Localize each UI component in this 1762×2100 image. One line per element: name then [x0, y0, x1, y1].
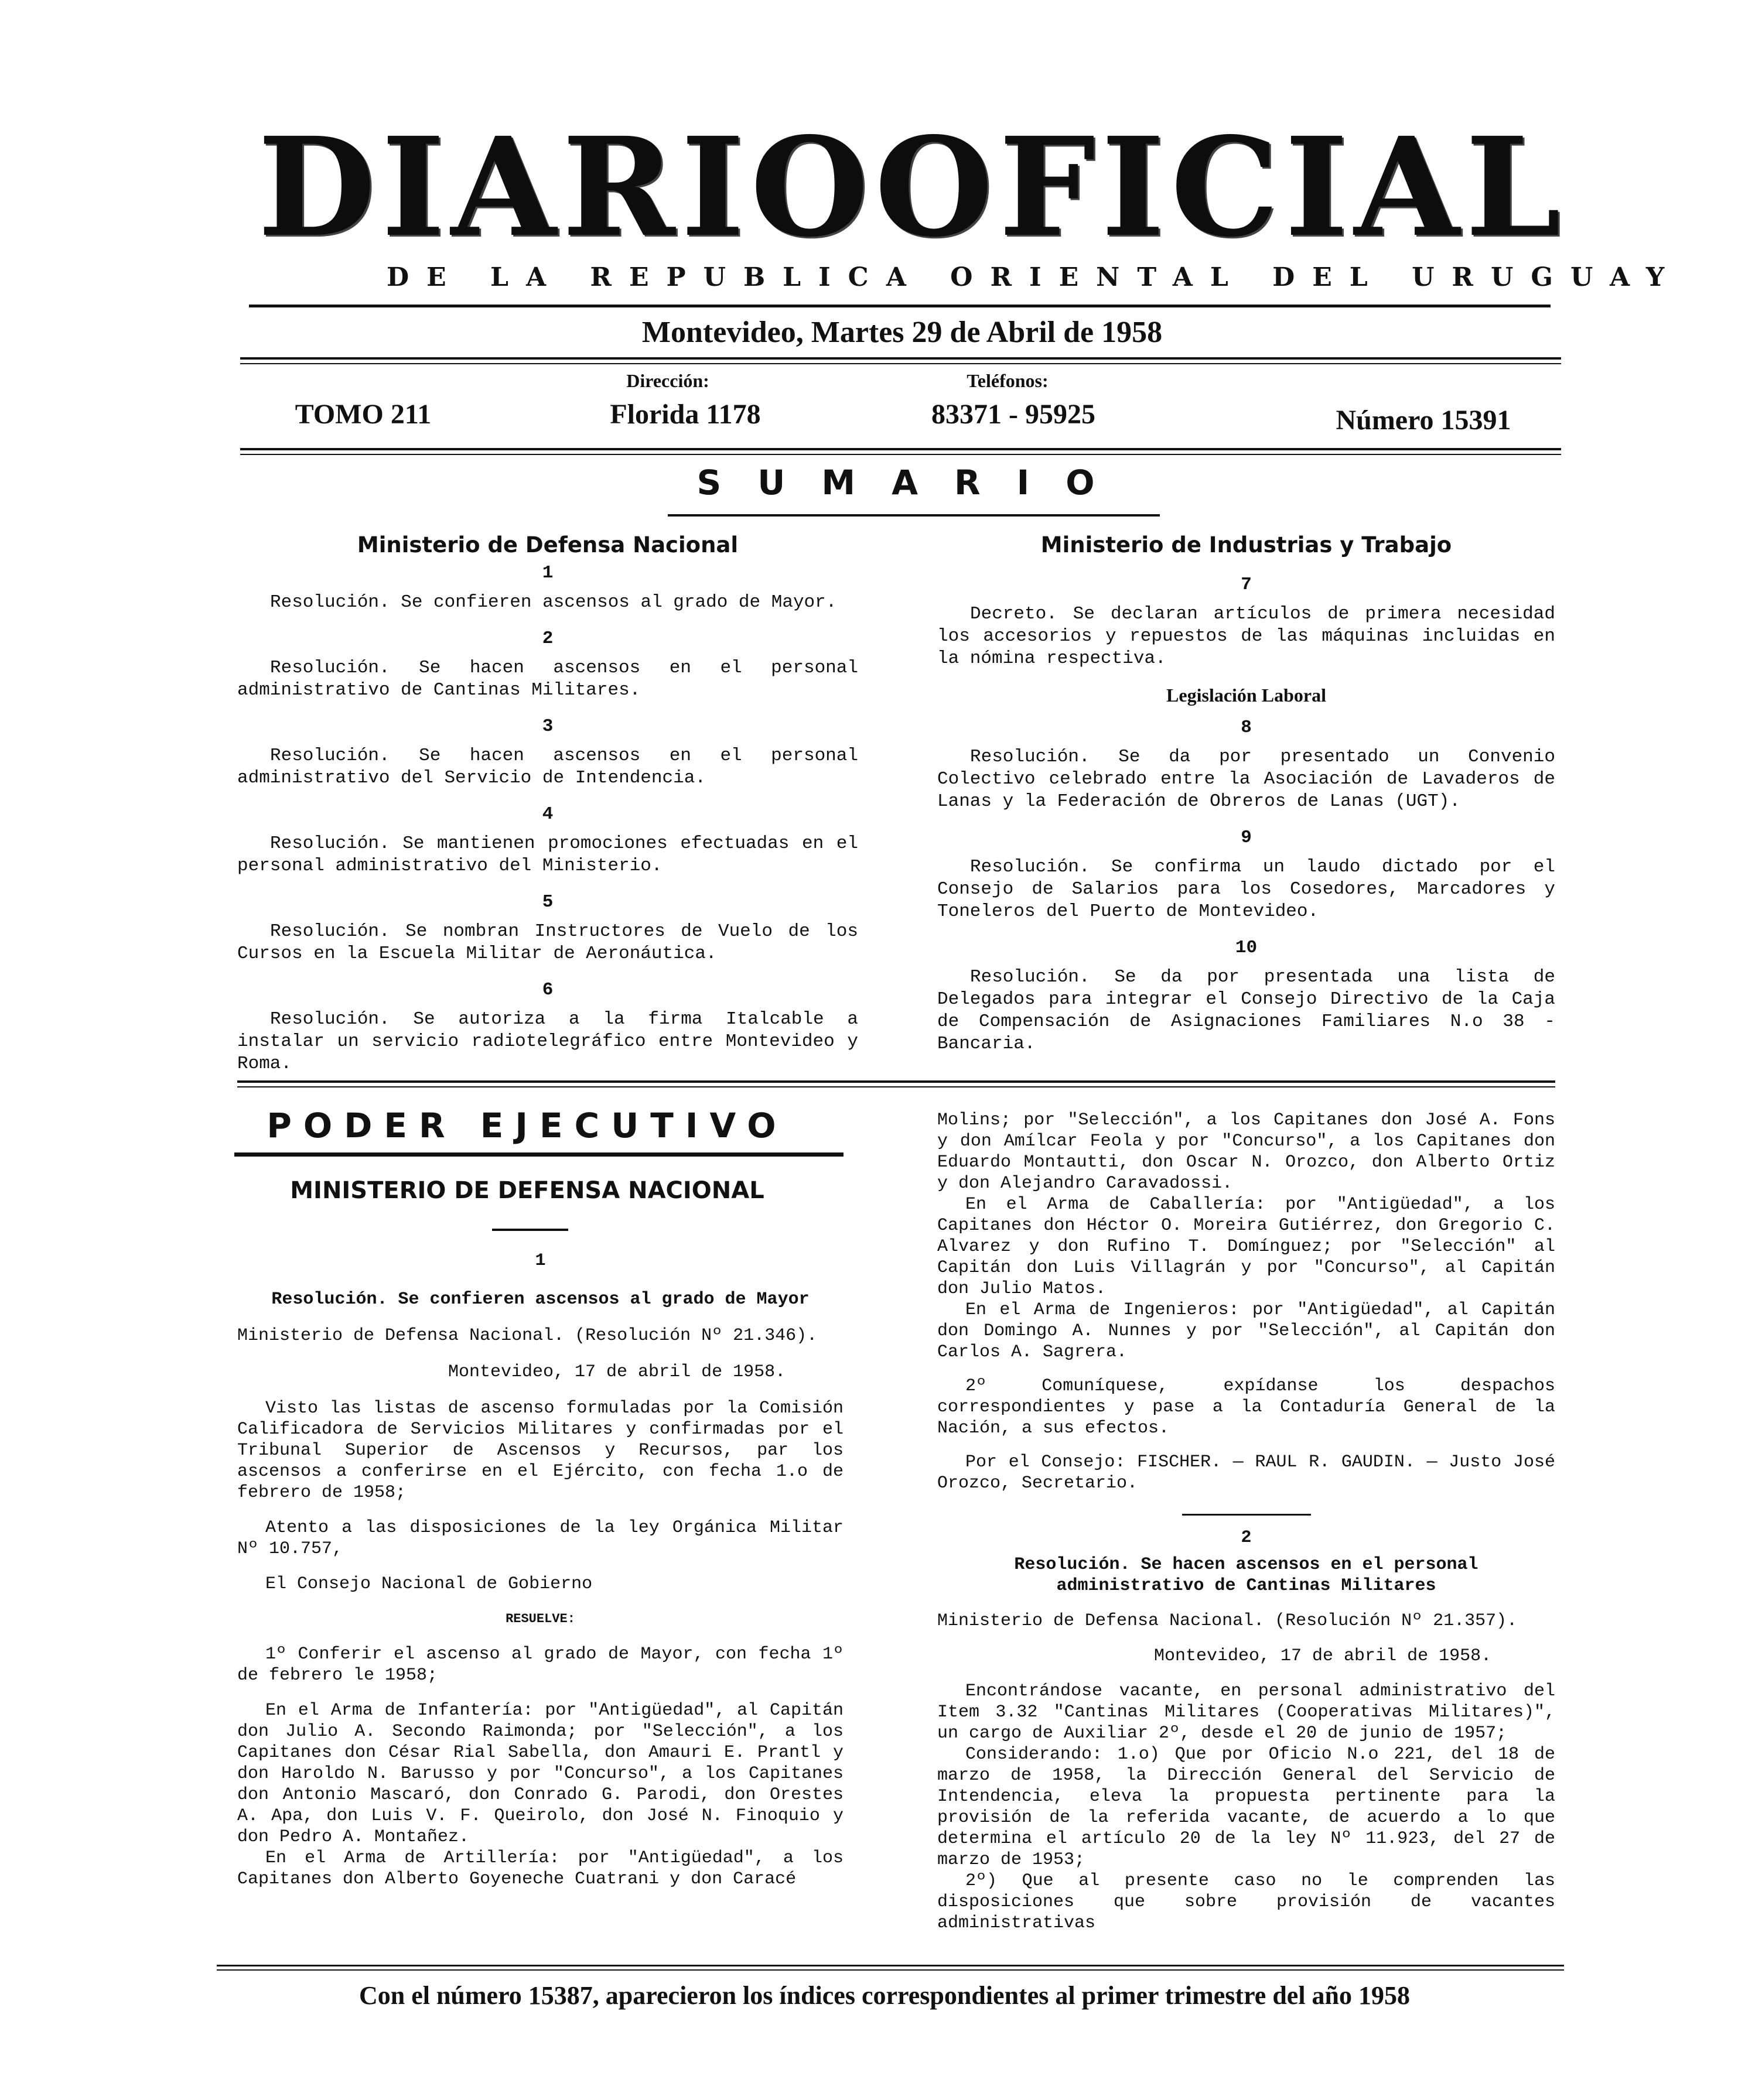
sumario-item [237, 979, 858, 1075]
article-number: 1 [535, 1251, 546, 1271]
sumario-underline [668, 514, 1160, 517]
ministry-title: MINISTERIO DE DEFENSA NACIONAL [290, 1177, 764, 1204]
sumario-item-text: Resolución. Se confirma un laudo dictado por el Consejo de Salarios para los Cosedores, Marcadores y Toneleros del Puerto de Montevideo. [937, 857, 1555, 922]
poder-ejecutivo-underline [234, 1152, 844, 1157]
article-column-right [937, 1110, 1555, 1934]
article-paragraph: En el Arma de Artillería: por "Antigüedad", a los Capitanes don Alberto Goyeneche Cuatrani y don Caracé [237, 1848, 844, 1889]
telefonos-value: 83371 - 95925 [931, 399, 1095, 430]
article-paragraph: En el Arma de Ingenieros: por "Antigüedad", al Capitán don Domingo A. Nunnes y por "Selección", al Capitán don Carlos A. Sagrera. [937, 1300, 1555, 1362]
article-reference: Ministerio de Defensa Nacional. (Resolución Nº 21.357). [937, 1611, 1518, 1631]
title-left: DIARIO [258, 107, 875, 267]
sumario-item-text: Resolución. Se nombran Instructores de Vuelo de los Cursos en la Escuela Militar de Aeronáutica. [237, 921, 858, 964]
article-reference: Ministerio de Defensa Nacional. (Resolución Nº 21.346). [237, 1326, 818, 1346]
sumario-item-text: Resolución. Se da por presentado un Convenio Colectivo celebrado entre la Asociación de Lavaderos de Lanas y la Federación de Obreros de Lanas (UGT). [937, 747, 1555, 812]
article-paragraph: Encontrándose vacante, en personal administrativo del Item 3.32 "Cantinas Militares (Cooperativas Militares)", un cargo de Auxiliar 2º, desde el 20 de junio de 1957; [937, 1681, 1555, 1743]
sumario-item-number: 6 [542, 980, 554, 1000]
article-paragraph: Atento a las disposiciones de la ley Orgánica Militar Nº 10.757, [237, 1518, 844, 1559]
sumario-item [237, 803, 858, 877]
sumario-item-text: Resolución. Se autoriza a la firma Italcable a instalar un servicio radiotelegráfico entre Montevideo y Roma. [237, 1009, 858, 1074]
resuelve-label: RESUELVE: [506, 1612, 575, 1626]
article-paragraph: 2º Comuníquese, expídanse los despachos correspondientes y pase a la Contaduría General de la Nación, a sus efectos. [937, 1376, 1555, 1438]
article-title: Resolución. Se confieren ascensos al grado de Mayor [271, 1290, 810, 1309]
footer-note: Con el número 15387, aparecieron los índices correspondientes al primer trimestre del año 1958 [358, 1981, 1411, 2010]
masthead-subtitle: DE LA REPUBLICA ORIENTAL DEL URUGUAY [387, 262, 1682, 292]
sumario-item [237, 716, 858, 789]
sumario-item-text: Resolución. Se hacen ascensos en el personal administrativo de Cantinas Militares. [237, 658, 858, 700]
article-title: Resolución. Se hacen ascensos en el personal administrativo de Cantinas Militares [1014, 1555, 1478, 1596]
date-rule-thin [240, 363, 1561, 364]
sumario-item-text: Resolución. Se da por presentada una lista de Delegados para integrar el Consejo Directivo de la Caja de Compensación de Asignaciones Familiares N.o 38 - Bancaria. [937, 967, 1555, 1054]
article-date: Montevideo, 17 de abril de 1958. [1154, 1646, 1492, 1666]
article-paragraph: 1º Conferir el ascenso al grado de Mayor, con fecha 1º de febrero le 1958; [237, 1644, 844, 1685]
telefonos-label: Teléfonos: [967, 370, 1049, 391]
sumario-ministry-industrias: Ministerio de Industrias y Trabajo [1040, 532, 1452, 558]
sumario-item [237, 628, 858, 702]
sumario-item-number: 7 [1241, 574, 1252, 595]
article-date: Montevideo, 17 de abril de 1958. [448, 1362, 786, 1382]
article-paragraph: 2º) Que al presente caso no le comprenden las disposiciones que sobre provisión de vacantes administrativas [937, 1871, 1555, 1933]
sumario-item-text: Resolución. Se mantienen promociones efectuadas en el personal administrativo del Ministerio. [237, 833, 858, 876]
date-rule [240, 357, 1561, 360]
article-paragraph: Molins; por "Selección", a los Capitanes don José A. Fons y don Amílcar Feola y por "Concurso", a los Capitanes don Eduardo Montautti, don Oscar N. Orozco, don Alberto Ortiz y don Alejandro Caravadossi. [937, 1110, 1555, 1193]
sumario-item-number: 8 [1241, 717, 1252, 738]
poder-ejecutivo-heading: PODER EJECUTIVO [267, 1106, 788, 1145]
sumario-bottom-rule-thin [237, 1086, 1555, 1087]
article-paragraph: En el Arma de Infantería: por "Antigüedad", al Capitán don Julio A. Secondo Raimonda; por "Selección", a los Capitanes don César Rial Sabella, don Amauri E. Prantl y don Haroldo N. Barusso y por "Concurso", a los Capitanes don Antonio Mascaró, don Conrado G. Parodi, don Orestes A. Apa, don Luis V. F. Queirolo, don José N. Finoquio y don Pedro A. Montañez. [237, 1701, 844, 1847]
direccion-label: Dirección: [626, 370, 709, 391]
article-column-left [237, 1250, 844, 1890]
sumario-item [937, 827, 1555, 923]
direccion-value: Florida 1178 [610, 399, 761, 430]
sumario-item [937, 574, 1555, 670]
sumario-item-number: 1 [542, 563, 554, 583]
sumario-left-column [237, 534, 858, 1089]
tomo: TOMO 211 [295, 399, 432, 430]
sumario-item-number: 10 [1235, 938, 1258, 958]
article-signature: Por el Consejo: FISCHER. — RAUL R. GAUDIN. — Justo José Orozco, Secretario. [937, 1452, 1555, 1493]
sumario-ministry-defensa: Ministerio de Defensa Nacional [357, 532, 739, 558]
issue-number: Número 15391 [1336, 405, 1511, 436]
sumario-right-column [937, 534, 1555, 1069]
header-rule-thin [240, 454, 1561, 455]
sumario-item-number: 9 [1241, 827, 1252, 848]
article-divider [1182, 1514, 1311, 1516]
sumario-item-number: 2 [542, 628, 554, 649]
article-paragraph: Visto las listas de ascenso formuladas por la Comisión Calificadora de Servicios Militares y confirmadas por el Tribunal Superior de Ascensos y Recursos, par los ascensos a conferirse en el Ejército, con fecha 1.o de febrero de 1958; [237, 1398, 844, 1503]
sumario-item-number: 4 [542, 804, 554, 825]
sumario-item [937, 717, 1555, 813]
sumario-item-number: 3 [542, 716, 554, 737]
issue-date: Montevideo, Martes 29 de Abril de 1958 [641, 316, 1163, 349]
legislacion-laboral-heading: Legislación Laboral [1166, 685, 1326, 706]
sumario-item-number: 5 [542, 892, 554, 912]
footer-rule-thin [217, 1969, 1564, 1971]
sumario-item-text: Resolución. Se confieren ascensos al grado de Mayor. [270, 592, 837, 613]
sumario-bottom-rule [237, 1080, 1555, 1083]
masthead-rule [249, 305, 1551, 307]
sumario-heading: SUMARIO [696, 463, 1131, 502]
sumario-item [237, 562, 858, 614]
header-rule [240, 448, 1561, 450]
ministry-divider [492, 1229, 568, 1231]
article-paragraph: Considerando: 1.o) Que por Oficio N.o 221, del 18 de marzo de 1958, la Dirección General del Servicio de Intendencia, eleva la propuesta pertinente para la provisión de la referida vacante, de acuerdo a lo que determina el artículo 20 de la ley Nº 11.923, del 27 de marzo de 1953; [937, 1745, 1555, 1870]
footer-rule [217, 1965, 1564, 1966]
sumario-item [937, 937, 1555, 1055]
sumario-item [237, 891, 858, 965]
masthead-title [258, 107, 1567, 267]
article-number: 2 [1241, 1528, 1252, 1548]
article-paragraph: En el Arma de Caballería: por "Antigüedad", a los Capitanes don Héctor O. Moreira Gutiérrez, don Gregorio C. Alvarez y don Rufino T. Domínguez; por "Selección" al Capitán don Luis Villagrán y por "Concurso", al Capitán don Julio Matos. [937, 1195, 1555, 1299]
title-right: OFICIAL [875, 107, 1567, 267]
article-paragraph: El Consejo Nacional de Gobierno [265, 1574, 593, 1594]
sumario-item-text: Resolución. Se hacen ascensos en el personal administrativo del Servicio de Intendencia. [237, 745, 858, 788]
sumario-item-text: Decreto. Se declaran artículos de primera necesidad los accesorios y repuestos de las máquinas incluidas en la nómina respectiva. [937, 604, 1555, 669]
